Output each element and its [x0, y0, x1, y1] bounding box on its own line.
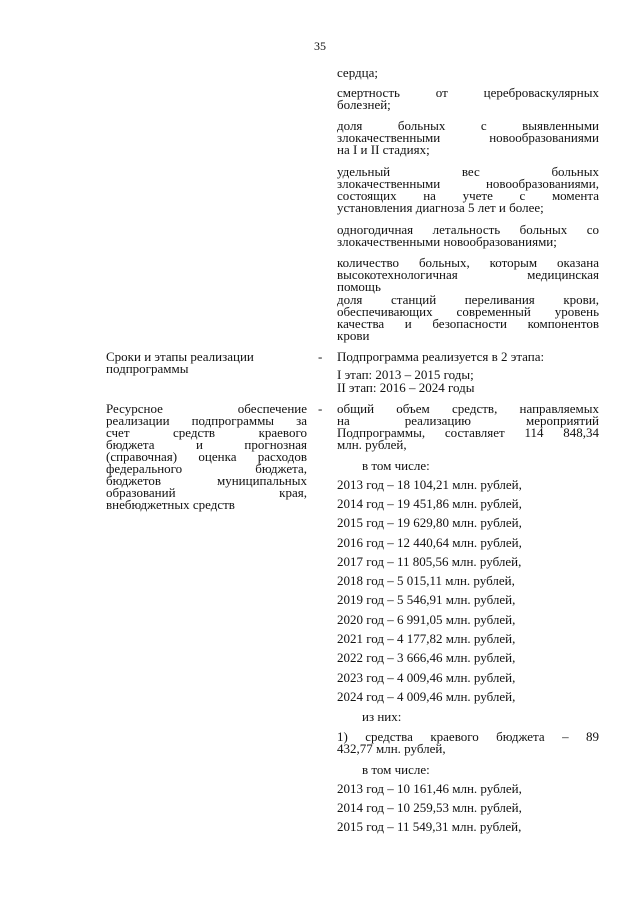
criteria-text: обеспечивающих современный уровень [337, 304, 599, 319]
year-amount: 2020 год – 6 991,05 млн. рублей, [337, 612, 516, 627]
terms-intro: Подпрограмма реализуется в 2 этапа: [337, 349, 545, 364]
year-amount: 2015 год – 19 629,80 млн. рублей, [337, 515, 522, 530]
resources-label: реализации подпрограммы за [106, 413, 307, 428]
criteria-text: злокачественными новообразованиями [337, 130, 599, 145]
resources-total: на реализацию мероприятий [337, 413, 599, 428]
terms-label: Сроки и этапы реализации [106, 349, 254, 364]
year-amount: 2013 год – 10 161,46 млн. рублей, [337, 781, 522, 796]
regional-budget: 432,77 млн. рублей, [337, 741, 446, 756]
regional-budget: 1) средства краевого бюджета – 89 [337, 729, 599, 744]
criteria-text: доля больных с выявленными [337, 118, 599, 133]
year-amount: 2019 год – 5 546,91 млн. рублей, [337, 592, 516, 607]
criteria-text: одногодичная летальность больных со [337, 222, 599, 237]
criteria-text: смертность от цереброваскулярных [337, 85, 599, 100]
terms-label: подпрограммы [106, 361, 189, 376]
resources-total: млн. рублей, [337, 437, 407, 452]
resources-label: бюджета и прогнозная [106, 437, 307, 452]
criteria-text: крови [337, 328, 370, 343]
criteria-text: состоящих на учете с момента [337, 188, 599, 203]
criteria-text: болезней; [337, 97, 391, 112]
criteria-text: помощь [337, 279, 381, 294]
year-amount: 2022 год – 3 666,46 млн. рублей, [337, 650, 516, 665]
resources-label: бюджетов муниципальных [106, 473, 307, 488]
year-amount: 2017 год – 11 805,56 млн. рублей, [337, 554, 522, 569]
year-amount: 2018 год – 5 015,11 млн. рублей, [337, 573, 515, 588]
terms-dash: - [318, 349, 323, 364]
year-amount: 2016 год – 12 440,64 млн. рублей, [337, 535, 522, 550]
resources-label: (справочная) оценка расходов [106, 449, 307, 464]
year-amount: 2021 год – 4 177,82 млн. рублей, [337, 631, 516, 646]
year-amount: 2013 год – 18 104,21 млн. рублей, [337, 477, 522, 492]
resources-label: внебюджетных средств [106, 497, 235, 512]
resources-label: образований края, [106, 485, 307, 500]
resources-total: Подпрограммы, составляет 114 848,34 [337, 425, 599, 440]
stage-1: I этап: 2013 – 2015 годы; [337, 367, 474, 382]
of-them-label: из них: [362, 709, 402, 724]
criteria-text: доля станций переливания крови, [337, 292, 599, 307]
criteria-text: высокотехнологичная медицинская [337, 267, 599, 282]
criteria-text: злокачественными новообразованиями, [337, 176, 599, 191]
resources-dash: - [318, 401, 323, 416]
year-amount: 2023 год – 4 009,46 млн. рублей, [337, 670, 516, 685]
criteria-text: удельный вес больных [337, 164, 599, 179]
resources-label: Ресурсное обеспечение [106, 401, 307, 416]
criteria-text: на I и II стадиях; [337, 142, 430, 157]
criteria-text: установления диагноза 5 лет и более; [337, 200, 544, 215]
year-amount: 2024 год – 4 009,46 млн. рублей, [337, 689, 516, 704]
criteria-text: злокачественными новообразованиями; [337, 234, 557, 249]
page-number: 35 [314, 39, 326, 53]
criteria-text: сердца; [337, 65, 378, 80]
year-amount: 2014 год – 19 451,86 млн. рублей, [337, 496, 522, 511]
criteria-text: количество больных, которым оказана [337, 255, 599, 270]
year-amount: 2015 год – 11 549,31 млн. рублей, [337, 819, 522, 834]
resources-label: федерального бюджета, [106, 461, 307, 476]
year-amount: 2014 год – 10 259,53 млн. рублей, [337, 800, 522, 815]
resources-label: счет средств краевого [106, 425, 307, 440]
stage-2: II этап: 2016 – 2024 годы [337, 380, 475, 395]
in-total-label: в том числе: [362, 458, 430, 473]
in-regional-label: в том числе: [362, 762, 430, 777]
resources-total: общий объем средств, направляемых [337, 401, 599, 416]
criteria-text: качества и безопасности компонентов [337, 316, 599, 331]
